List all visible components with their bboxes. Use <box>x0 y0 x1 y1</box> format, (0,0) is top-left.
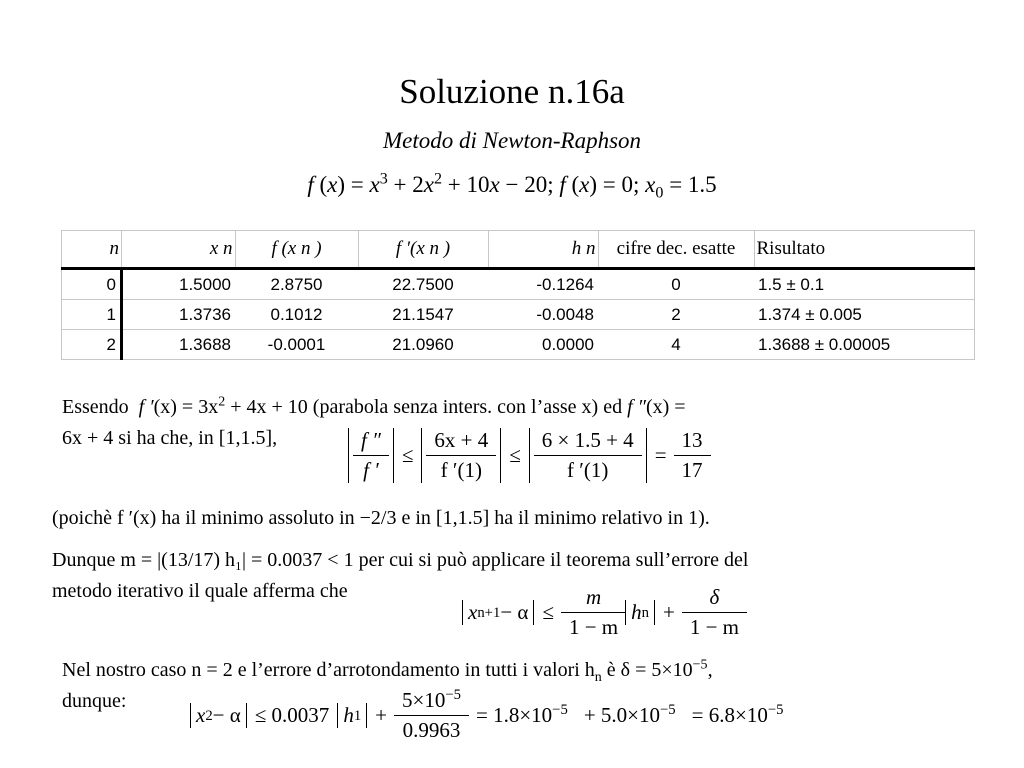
cell-xn: 1.5000 <box>122 269 236 300</box>
col-header-xn: x n <box>122 231 236 269</box>
table-row <box>62 330 975 360</box>
page-subtitle: Metodo di Newton-Raphson <box>382 128 642 153</box>
paragraph-rounding: Nel nostro caso n = 2 e l’errore d’arrotondamento in tutti i valori $h_n$ è $\delta = 5\times 10^{-5}$, dunque: <box>62 657 713 712</box>
paragraph-derivatives: Essendo f $'(x) = 3x^2 + 4x + 10$ (parabola senza inters. con l’asse x) ed f ″(x) = 6x + 4 si ha che, in [1,1.5], <box>62 394 686 449</box>
cell-risultato: 1.5 ± 0.1 <box>754 269 975 300</box>
cell-cifre: 2 <box>598 300 754 330</box>
cell-fpxn: 22.7500 <box>358 269 488 300</box>
cell-cifre: 0 <box>598 269 754 300</box>
paragraph-theorem: Dunque m = |(13/17) h₁| = 0.0037 < 1 per cui si può applicare il teorema sull’errore del metodo iterativo il quale afferma che <box>52 549 749 602</box>
page-title: Soluzione n.16a <box>399 72 625 111</box>
col-header-fxn: f (x n ) <box>235 231 358 269</box>
formula-bound-m: $\frac{f ''}{f '}$ ≤ $\frac{6x + 4}{f '(1)}$ ≤ $\frac{6 \times 1.5 + 4}{f '(1)}$ = $\frac{13}{17}$ <box>348 428 710 483</box>
col-header-risultato: Risultato <box>754 231 975 269</box>
cell-n: 2 <box>62 330 122 360</box>
col-header-hn: h n <box>488 231 598 269</box>
cell-hn: -0.1264 <box>488 269 598 300</box>
table-row <box>62 269 975 300</box>
formula-error-theorem: x n+1 − α ≤ $\frac{m}{1 - m}$ h n + $\frac{\delta}{1 - m}$ <box>462 585 746 640</box>
table-row <box>62 300 975 330</box>
cell-risultato: 1.374 ± 0.005 <box>754 300 975 330</box>
function-definition: f $(x) = x^3 + 2x^2 + 10x - 20$; f (x) = 0; $x_0 = 1.5$ <box>307 170 717 202</box>
cell-n: 1 <box>62 300 122 330</box>
cell-n: 0 <box>62 269 122 300</box>
paragraph-minimum: (poichè f ′(x) ha il minimo assoluto in −2/3 e in [1,1.5] ha il minimo relativo in 1). <box>52 507 710 529</box>
cell-risultato: 1.3688 ± 0.00005 <box>754 330 975 360</box>
formula-final-bound: x 2 − α ≤ 0.0037 h 1 + $\frac{5\times 10^{-5}}{0.9963}$ = $1.8\times 10^{-5}$ + $5.0\times 10^{-5}$ = $6.8\times 10^{-5}$ <box>190 688 791 743</box>
col-header-cifre: cifre dec. esatte <box>598 231 754 269</box>
cell-cifre: 4 <box>598 330 754 360</box>
table-header-row <box>62 231 975 269</box>
col-header-fpxn: f ′(x n ) <box>358 231 488 269</box>
cell-xn: 1.3736 <box>122 300 236 330</box>
cell-hn: -0.0048 <box>488 300 598 330</box>
cell-hn: 0.0000 <box>488 330 598 360</box>
col-header-n: n <box>62 231 122 269</box>
cell-fxn: 0.1012 <box>235 300 358 330</box>
results-table <box>61 230 975 360</box>
cell-fpxn: 21.1547 <box>358 300 488 330</box>
cell-fpxn: 21.0960 <box>358 330 488 360</box>
cell-fxn: -0.0001 <box>235 330 358 360</box>
cell-fxn: 2.8750 <box>235 269 358 300</box>
cell-xn: 1.3688 <box>122 330 236 360</box>
